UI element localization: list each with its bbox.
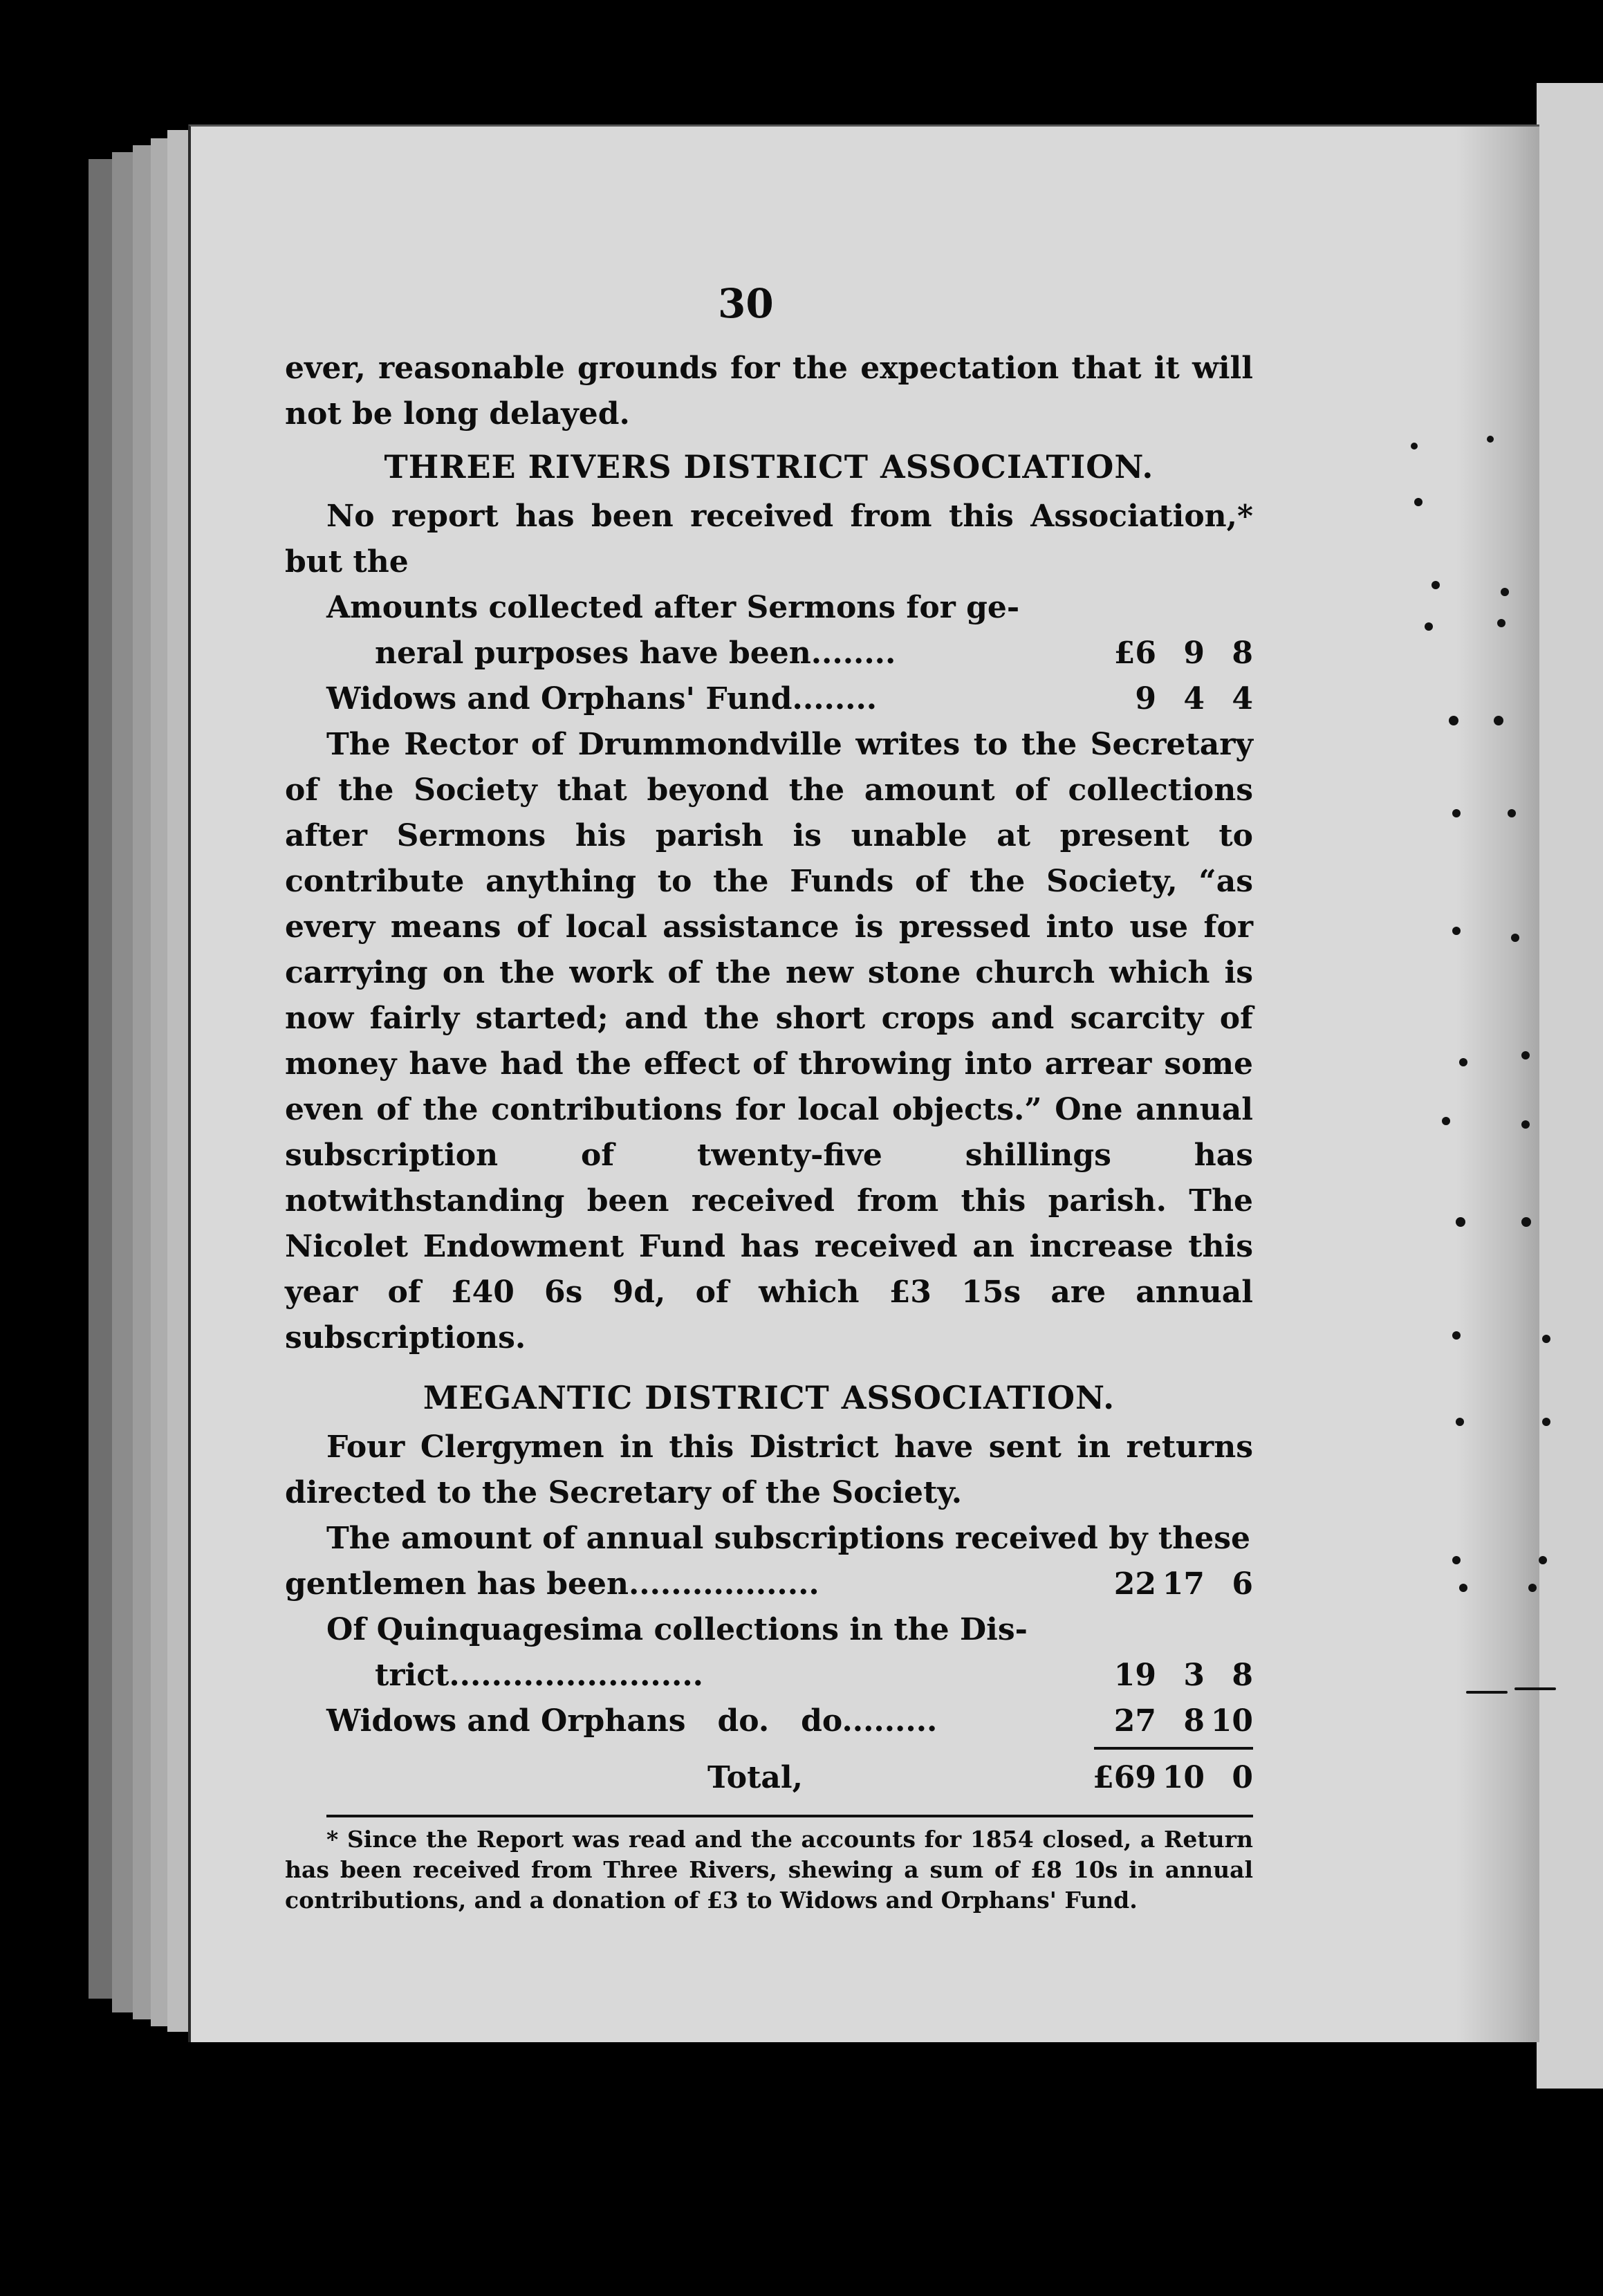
account-row [285,631,1253,676]
footnote-rule [326,1815,1253,1817]
account-row [285,1516,1253,1562]
pounds: £6 [1113,636,1156,671]
ink-speck [1497,619,1505,627]
ink-speck [1449,716,1458,725]
account-row [285,1562,1253,1607]
ink-speck [1539,1556,1547,1564]
account-label: Of Quinquagesima collections in the Dis- [326,1612,1028,1647]
ink-speck [1542,1418,1550,1426]
shillings: 4 [1183,681,1205,716]
pence: 6 [1232,1566,1253,1602]
amount [1087,1653,1253,1698]
page-body [285,290,1253,1916]
ink-speck [1452,809,1461,817]
total-row [285,1755,1253,1801]
account-label: The amount of annual subscriptions received by these [326,1521,1250,1556]
account-label: neral purposes have been........ [375,636,896,671]
pounds: 27 [1113,1703,1156,1739]
account-row [285,1607,1253,1653]
ink-speck [1452,927,1461,935]
amount [1087,1698,1253,1744]
megantic-heading: MEGANTIC DISTRICT ASSOCIATION. [423,1379,1115,1416]
ink-speck [1456,1418,1464,1426]
pounds: 9 [1135,681,1156,716]
ink-speck [1494,716,1503,725]
page-gutter [1456,127,1539,2042]
account-row [285,676,1253,722]
pounds: 19 [1113,1658,1156,1693]
account-row [285,585,1253,631]
ink-speck [1542,1335,1550,1343]
total-amount [1087,1755,1253,1801]
account-row [285,1653,1253,1698]
pence: 10 [1210,1703,1253,1739]
pounds: 22 [1113,1566,1156,1602]
shillings: 3 [1183,1658,1205,1693]
amount [1087,676,1253,722]
pence: 8 [1232,1658,1253,1693]
ink-speck [1452,1331,1461,1340]
ink-speck [1431,581,1440,589]
pounds: £69 [1093,1760,1156,1795]
megantic-accounts [285,1516,1253,1801]
ink-speck [1414,498,1423,506]
pence: 4 [1232,681,1253,716]
account-label: gentlemen has been.................. [285,1566,819,1602]
ink-speck [1508,809,1516,817]
shillings: 9 [1183,636,1205,671]
ink-speck [1521,1217,1531,1227]
amount [1087,631,1253,676]
megantic-lead: Four Clergymen in this District have sent in returns directed to the Secretary of the Society. [285,1429,1253,1510]
amount [1087,1562,1253,1607]
account-label: Widows and Orphans do. do......... [326,1703,938,1739]
ink-speck [1452,1556,1461,1564]
account-label: Widows and Orphans' Fund........ [326,681,878,716]
page-number: 30 [718,280,774,327]
ink-speck [1411,443,1418,450]
ink-speck [1514,1687,1556,1690]
ink-speck [1425,622,1433,631]
ink-speck [1528,1584,1537,1592]
facing-page-edge [1537,83,1603,2089]
ink-speck [1459,1058,1467,1066]
ink-speck [1466,1691,1508,1694]
ink-speck [1511,934,1519,942]
ink-speck [1442,1117,1450,1125]
footnote: * Since the Report was read and the accounts for 1854 closed, a Return has been received from Three Rivers, shewing a sum of £8 10s in annual contributions, and a donation of £3 to Widows and Orphans' Fund. [285,1826,1253,1914]
shillings: 8 [1183,1703,1205,1739]
intro-paragraph: ever, reasonable grounds for the expectation that it will not be long delayed. [285,351,1253,432]
account-label: trict........................ [375,1658,703,1693]
ink-speck [1521,1120,1530,1129]
ink-speck [1501,588,1509,596]
shillings: 10 [1162,1760,1205,1795]
pence: 8 [1232,636,1253,671]
ink-speck [1459,1584,1467,1592]
total-label: Total, [707,1760,803,1795]
ink-speck [1456,1217,1465,1227]
three-rivers-accounts [285,585,1253,722]
pence: 0 [1232,1760,1253,1795]
shillings: 17 [1162,1566,1205,1602]
three-rivers-heading: THREE RIVERS DISTRICT ASSOCIATION. [384,448,1154,485]
account-label: Amounts collected after Sermons for ge- [326,590,1020,625]
sum-rule [1094,1747,1253,1750]
account-row [285,1698,1253,1744]
three-rivers-lead: No report has been received from this Association,* but the [285,499,1253,580]
three-rivers-body: The Rector of Drummondville writes to the Secretary of the Society that beyond the amount of collections after Sermons his parish is unable at present to contribute anything to the Funds of the Society, “as every means of local assistance is pressed into use for carrying on the work of the new stone church which is now fairly started; and the short crops and scarcity of money have had the effect of throwing into arrear some even of the contributions for local objects.” One annual subscription of twenty-five shillings has notwithstanding been received from this parish. The Nicolet Endowment Fund has received an increase this year of £40 6s 9d, of which £3 15s are annual subscriptions. [285,727,1253,1355]
ink-speck [1521,1051,1530,1059]
ink-speck [1487,436,1494,443]
